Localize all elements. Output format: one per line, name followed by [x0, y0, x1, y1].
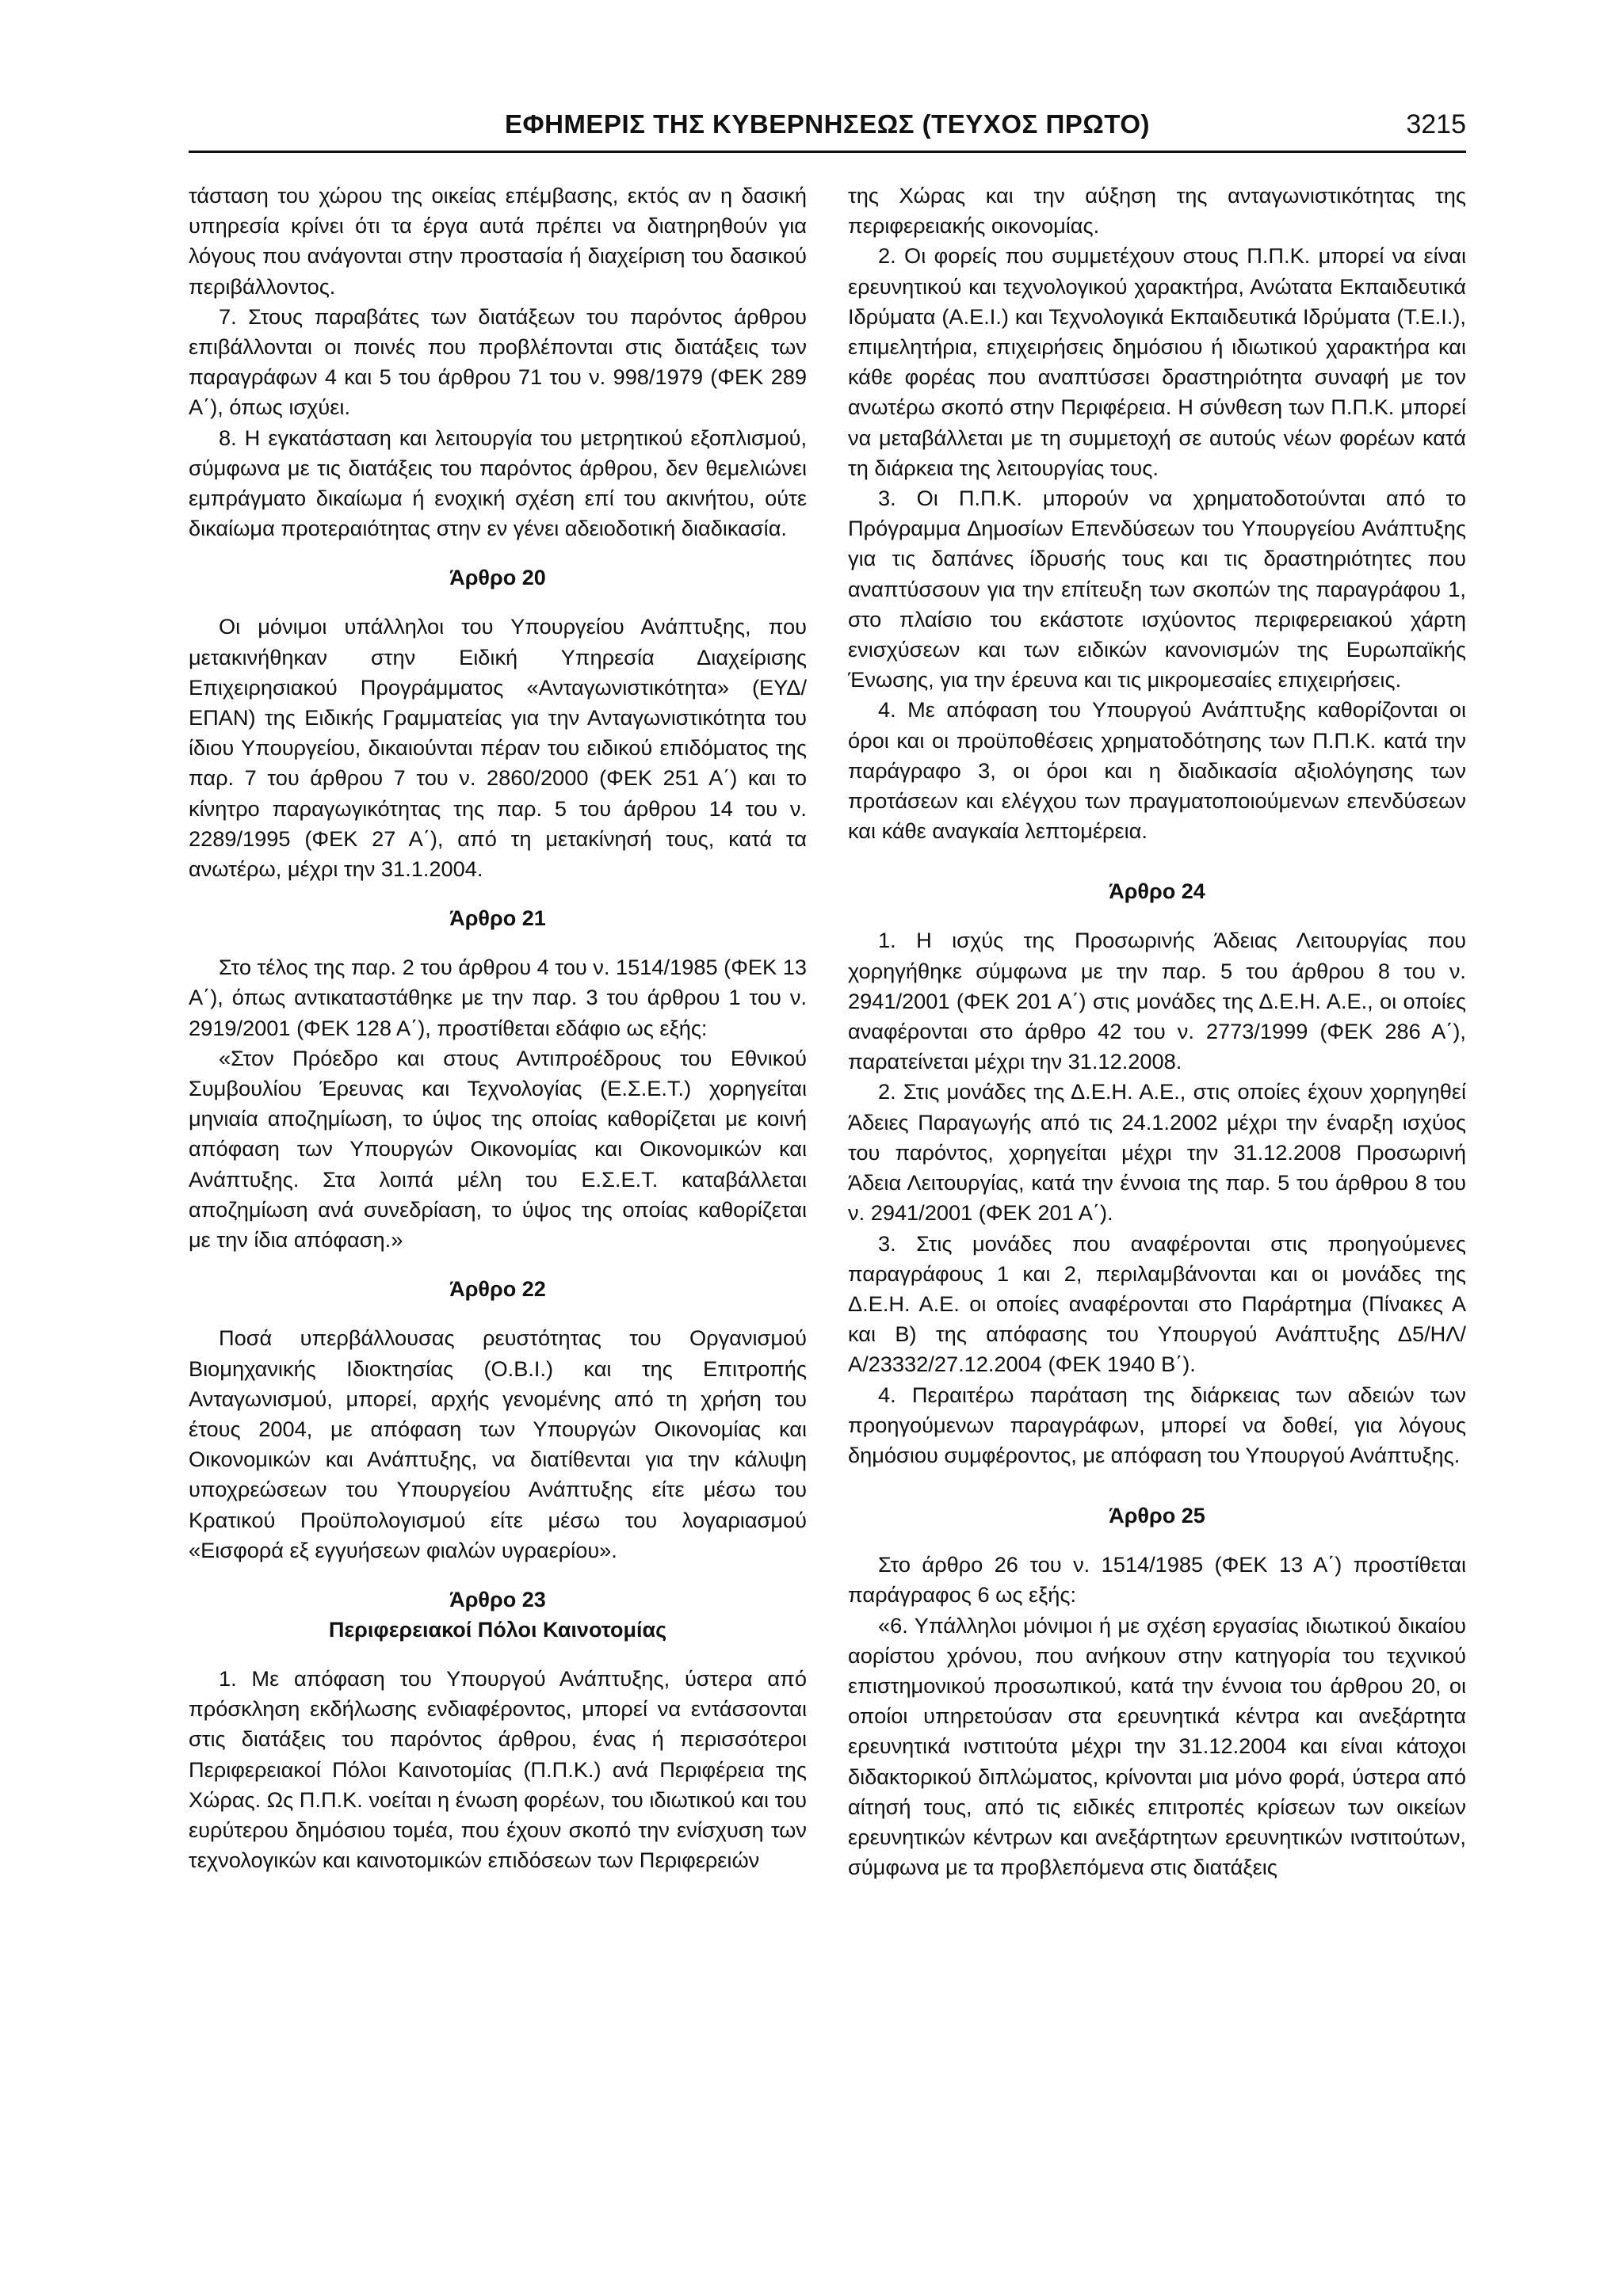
paragraph: 7. Στους παραβάτες των διατάξεων του παρόντος άρθρου επιβάλλονται οι ποινές που προβλέπονται στις διατάξεις των παραγράφων 4 και 5 του άρθρου 71 του ν. 998/1979 (ΦΕΚ 289 Α΄), όπως ισχύει.: [189, 303, 807, 420]
paragraph: 1. Η ισχύς της Προσωρινής Άδειας Λειτουργίας που χορηγήθηκε σύμφωνα με την παρ. 5 του άρθρου 8 του ν. 2941/2001 (ΦΕΚ 201 Α΄) στις μονάδες της Δ.Ε.Η. Α.Ε., οι οποίες αναφέρονται στο άρθρο 42 του ν. 2773/1999 (ΦΕΚ 286 Α΄), παρατείνεται μέχρι την 31.12.2008.: [848, 928, 1466, 1074]
paragraph: 2. Στις μονάδες της Δ.Ε.Η. Α.Ε., στις οποίες έχουν χορηγηθεί Άδειες Παραγωγής από τις 24.1.2002 μέχρι την έναρξη ισχύος του παρόντος, χορηγείται μέχρι την 31.12.2008 Προσωρινή Άδεια Λειτουργίας, κατά την έννοια της παρ. 5 του άρθρου 8 του ν. 2941/2001 (ΦΕΚ 201 Α΄).: [848, 1079, 1466, 1226]
paragraph: 4. Περαιτέρω παράταση της διάρκειας των αδειών των προηγούμενων παραγράφων, μπορεί να δοθεί, για λόγους δημόσιου συμφέροντος, με απόφαση του Υπουργού Ανάπτυξης.: [848, 1382, 1466, 1467]
paragraph: Στο άρθρο 26 του ν. 1514/1985 (ΦΕΚ 13 Α΄) προστίθεται παράγραφος 6 ως εξής:: [848, 1552, 1466, 1608]
right-column: [848, 181, 1466, 1882]
paragraph: 1. Με απόφαση του Υπουργού Ανάπτυξης, ύστερα από πρόσκληση εκδήλωσης ενδιαφέροντος, μπορεί να εντάσσονται στις διατάξεις του παρόντος άρθρου, ένας ή περισσότεροι Περιφερειακοί Πόλοι Καινοτομίας (Π.Π.Κ.) ανά Περιφέρεια της Χώρας. Ως Π.Π.Κ. νοείται η ένωση φορέων, του ιδιωτικού και του ευρύτερου δημόσιου τομέα, που έχουν σκοπό την ενίσχυση των τεχνολογικών και καινοτομικών επιδόσεων των Περιφερειών: [189, 1665, 807, 1873]
left-column: [189, 181, 807, 1875]
article-heading: Άρθρο 21: [449, 906, 546, 931]
article-heading: Άρθρο 23: [449, 1587, 546, 1611]
paragraph: 3. Στις μονάδες που αναφέρονται στις προηγούμενες παραγράφους 1 και 2, περιλαμβάνονται και οι μονάδες της Δ.Ε.Η. Α.Ε. οι οποίες αναφέρονται στο Παράρτημα (Πίνακες Α και Β) της απόφασης του Υπουργού Ανάπτυξης Δ5/ΗΛ/Α/23332/27.12.2004 (ΦΕΚ 1940 Β΄).: [848, 1230, 1466, 1377]
page-number: 3215: [1406, 109, 1466, 139]
article-subheading: Περιφερειακοί Πόλοι Καινοτομίας: [328, 1617, 667, 1642]
article-heading: Άρθρο 24: [1109, 879, 1205, 904]
article-heading: Άρθρο 25: [1109, 1504, 1205, 1528]
paragraph: 8. Η εγκατάσταση και λειτουργία του μετρητικού εξοπλισμού, σύμφωνα με τις διατάξεις του παρόντος άρθρου, δεν θεμελιώνει εμπράγματο δικαίωμα ή ενοχική σχέση επί του ακινήτου, ούτε δικαίωμα προτεραιότητας στην εν γένει αδειοδοτική διαδικασία.: [189, 425, 807, 541]
article-heading: Άρθρο 20: [449, 566, 546, 590]
paragraph: της Χώρας και την αύξηση της ανταγωνιστικότητας της περιφερειακής οικονομίας.: [848, 183, 1466, 238]
paragraph: 2. Οι φορείς που συμμετέχουν στους Π.Π.Κ. μπορεί να είναι ερευνητικού και τεχνολογικού χαρακτήρα, Ανώτατα Εκπαιδευτικά Ιδρύματα (Α.Ε.Ι.) και Τεχνολογικά Εκπαιδευτικά Ιδρύματα (Τ.Ε.Ι.), επιμελητήρια, επιχειρήσεις δημόσιου ή ιδιωτικού χαρακτήρα και κάθε φορέας που αναπτύσσει δραστηριότητα συναφή με τον ανωτέρω σκοπό στην Περιφέρεια. Η σύνθεση των Π.Π.Κ. μπορεί να μεταβάλλεται με τη συμμετοχή σε αυτούς νέων φορέων κατά τη διάρκεια της λειτουργίας τους.: [848, 243, 1466, 480]
quoted-paragraph: «Στον Πρόεδρο και στους Αντιπροέδρους του Εθνικού Συμβουλίου Έρευνας και Τεχνολογίας (Ε.Σ.Ε.Τ.) χορηγείται μηνιαία αποζημίωση, το ύψος της οποίας καθορίζεται με κοινή απόφαση των Υπουργών Οικονομίας και Οικονομικών και Ανάπτυξης. Στα λοιπά μέλη του Ε.Σ.Ε.Τ. καταβάλλεται αποζημίωση ανά συνεδρίαση, το ύψος της οποίας καθορίζεται με την ίδια απόφαση.»: [189, 1045, 807, 1253]
paragraph: 4. Με απόφαση του Υπουργού Ανάπτυξης καθορίζονται οι όροι και οι προϋποθέσεις χρηματοδότησης των Π.Π.Κ. κατά την παράγραφο 3, οι όροι και η διαδικασία αξιολόγησης των προτάσεων και ελέγχου των πραγματοποιούμενων επενδύσεων και κάθε αναγκαία λεπτομέρεια.: [848, 697, 1466, 844]
paragraph: Οι μόνιμοι υπάλληλοι του Υπουργείου Ανάπτυξης, που μετακινήθηκαν στην Ειδική Υπηρεσία Διαχείρισης Επιχειρησιακού Προγράμματος «Ανταγωνιστικότητα» (ΕΥΔ/ΕΠΑΝ) της Ειδικής Γραμματείας για την Ανταγωνιστικότητα του ίδιου Υπουργείου, δικαιούνται πέραν του ειδικού επιδόματος της παρ. 7 του άρθρου 7 του ν. 2860/2000 (ΦΕΚ 251 Α΄) και το κίνητρο παραγωγικότητας της παρ. 5 του άρθρου 14 του ν. 2289/1995 (ΦΕΚ 27 Α΄), από τη μετακίνησή τους, κατά τα ανωτέρω, μέχρι την 31.1.2004.: [189, 614, 807, 882]
paragraph: Στο τέλος της παρ. 2 του άρθρου 4 του ν. 1514/1985 (ΦΕΚ 13 Α΄), όπως αντικαταστάθηκε με την παρ. 3 του άρθρου 1 του ν. 2919/2001 (ΦΕΚ 128 Α΄), προστίθεται εδάφιο ως εξής:: [189, 955, 807, 1040]
paragraph: Ποσά υπερβάλλουσας ρευστότητας του Οργανισμού Βιομηχανικής Ιδιοκτησίας (Ο.Β.Ι.) και της Επιτροπής Ανταγωνισμού, μπορεί, αρχής γενομένης από τη χρήση του έτους 2004, με απόφαση των Υπουργών Οικονομίας και Οικονομικών και Ανάπτυξης, να διατίθενται για την κάλυψη υποχρεώσεων του Υπουργείου Ανάπτυξης είτε μέσω του Κρατικού Προϋπολογισμού είτε μέσω του λογαριασμού «Εισφορά εξ εγγυήσεων φιαλών υγραερίου».: [189, 1325, 807, 1562]
article-heading: Άρθρο 22: [449, 1277, 546, 1302]
gazette-title: ΕΦΗΜΕΡΙΣ ΤΗΣ ΚΥΒΕΡΝΗΣΕΩΣ (ΤΕΥΧΟΣ ΠΡΩΤΟ): [505, 109, 1150, 139]
paragraph: 3. Οι Π.Π.Κ. μπορούν να χρηματοδοτούνται από το Πρόγραμμα Δημοσίων Επενδύσεων του Υπουργείου Ανάπτυξης για τις δαπάνες ίδρυσής τους και τις δραστηριότητες που αναπτύσσουν για την επίτευξη των σκοπών της παραγράφου 1, στο πλαίσιο του εκάστοτε ισχύοντος περιφερειακού χάρτη ενισχύσεων και των ειδικών κανονισμών της Ευρωπαϊκής Ένωσης, για την έρευνα και τις μικρομεσαίες επιχειρήσεις.: [848, 486, 1466, 692]
paragraph: τάσταση του χώρου της οικείας επέμβασης, εκτός αν η δασική υπηρεσία κρίνει ότι τα έργα αυτά πρέπει να διατηρηθούν για λόγους που ανάγονται στην προστασία ή διαχείριση του δασικού περιβάλλοντος.: [189, 183, 807, 299]
quoted-paragraph: «6. Υπάλληλοι μόνιμοι ή με σχέση εργασίας ιδιωτικού δικαίου αορίστου χρόνου, που ανήκουν στην κατηγορία του τεχνικού επιστημονικού προσωπικού, κατά την έννοια του άρθρου 20, οι οποίοι υπηρετούσαν στα ερευνητικά κέντρα και ανεξάρτητα ερευνητικά ινστιτούτα μέχρι την 31.12.2004 και είναι κάτοχοι διδακτορικού διπλώματος, κρίνονται μια μόνο φορά, ύστερα από αίτησή τους, από τις ειδικές επιτροπές κρίσεων των οικείων ερευνητικών κέντρων και ανεξάρτητων ερευνητικών ινστιτούτων, σύμφωνα με τα προβλεπόμενα στις διατάξεις: [848, 1612, 1466, 1880]
page-header: [189, 106, 1466, 153]
